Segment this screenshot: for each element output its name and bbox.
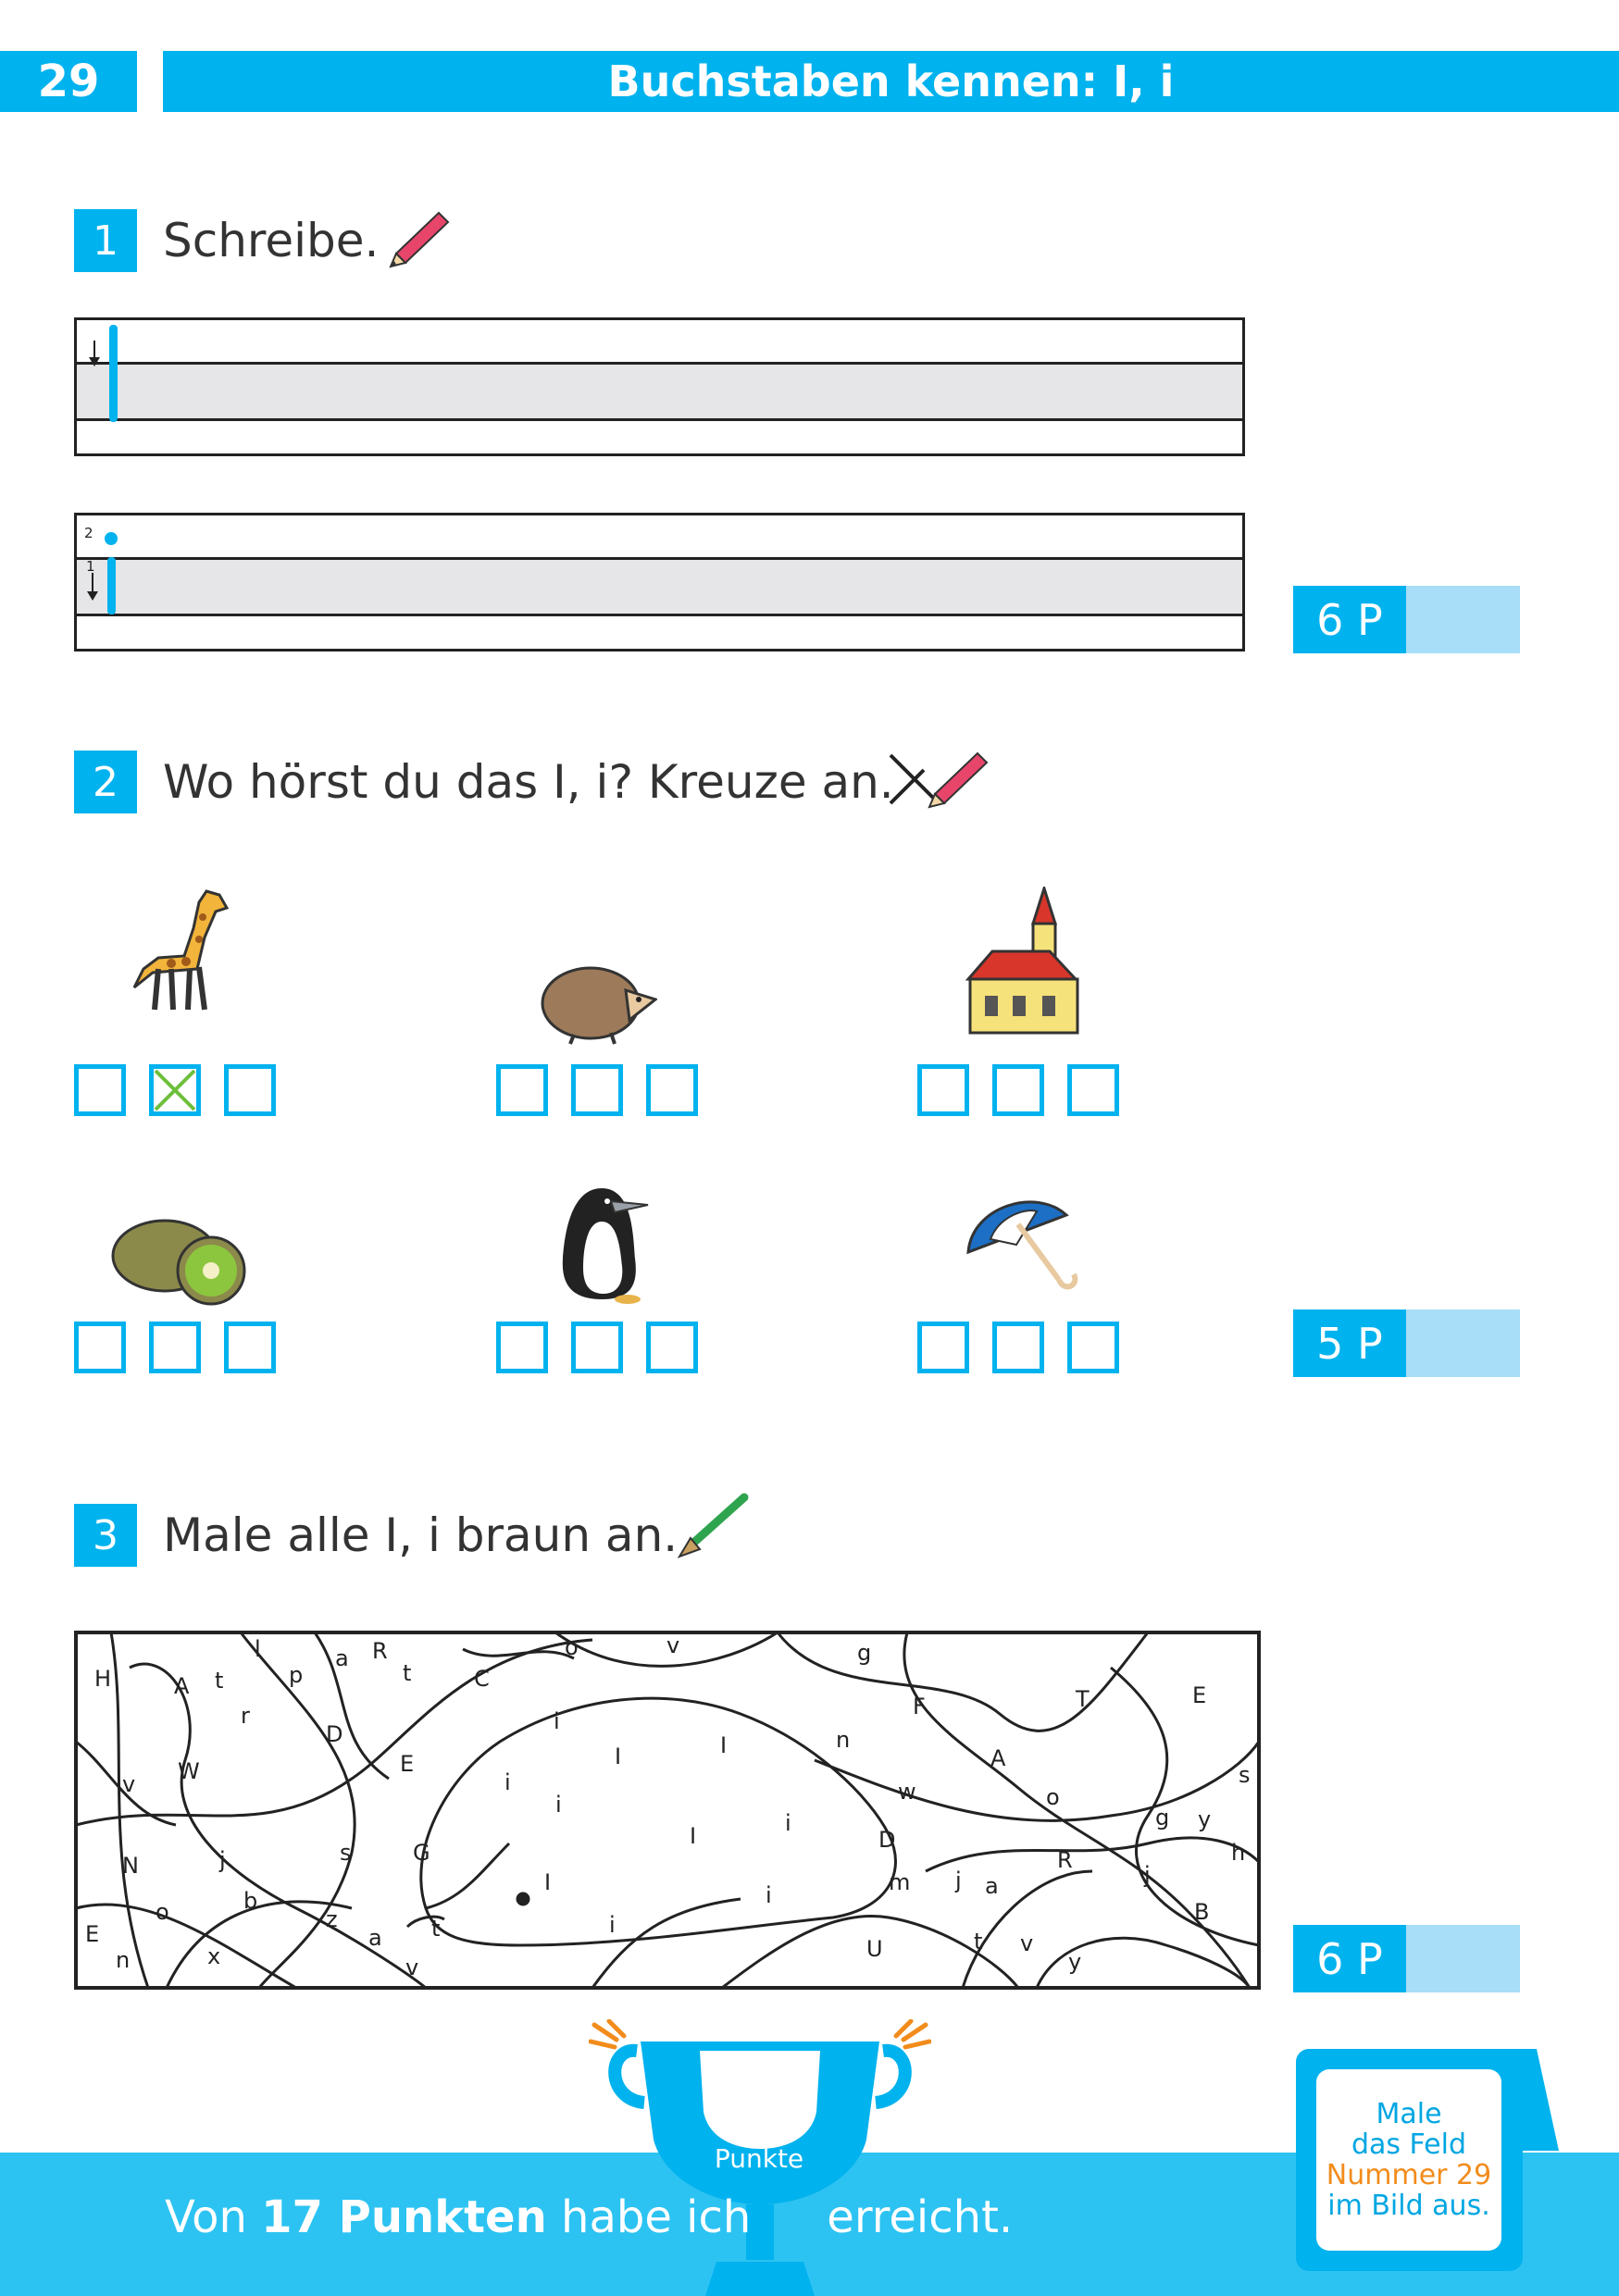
svg-text:I: I — [544, 1869, 552, 1895]
svg-text:F: F — [913, 1694, 926, 1719]
svg-text:j: j — [955, 1868, 962, 1893]
checkbox[interactable] — [1067, 1322, 1119, 1373]
umbrella-icon — [963, 1187, 1083, 1298]
svg-text:a: a — [368, 1925, 382, 1951]
checkbox[interactable] — [646, 1322, 698, 1373]
footer-sentence: Von 17 Punkten habe ich erreicht. — [165, 2191, 1014, 2243]
cross-pencil-icon — [887, 746, 998, 813]
writing-line-capital-i[interactable] — [74, 317, 1245, 456]
svg-text:j: j — [1144, 1862, 1151, 1888]
penguin-icon — [546, 1185, 657, 1305]
checkbox[interactable] — [224, 1064, 276, 1116]
task-1-instruction: Schreibe. — [163, 214, 380, 267]
page-title: Buchstaben kennen: I, i — [163, 51, 1619, 112]
checkbox-row-church — [917, 1064, 1119, 1116]
svg-text:R: R — [1057, 1847, 1073, 1873]
svg-text:s: s — [1239, 1762, 1251, 1788]
svg-text:v: v — [666, 1632, 680, 1658]
pencil-icon — [387, 205, 454, 270]
svg-text:o: o — [565, 1634, 579, 1660]
giraffe-icon — [116, 884, 245, 1013]
task-3-number: 3 — [74, 1504, 137, 1567]
svg-text:y: y — [1198, 1806, 1212, 1832]
checkbox[interactable] — [149, 1322, 201, 1373]
svg-text:a: a — [335, 1645, 349, 1671]
svg-text:H: H — [94, 1666, 112, 1692]
svg-text:I: I — [615, 1744, 622, 1769]
svg-text:g: g — [857, 1640, 872, 1666]
svg-text:n: n — [116, 1947, 131, 1973]
svg-text:N: N — [122, 1853, 139, 1879]
svg-text:h: h — [1231, 1840, 1246, 1866]
task-1-number: 1 — [74, 209, 137, 272]
svg-text:x: x — [207, 1943, 221, 1969]
svg-text:j: j — [219, 1847, 226, 1873]
svg-text:i: i — [504, 1769, 511, 1795]
checkbox[interactable] — [74, 1064, 126, 1116]
checkbox[interactable] — [496, 1064, 548, 1116]
svg-text:A: A — [174, 1673, 190, 1699]
svg-text:W: W — [178, 1758, 200, 1784]
svg-text:E: E — [1192, 1682, 1207, 1708]
svg-text:A: A — [990, 1745, 1006, 1771]
checkbox-row-umbrella — [917, 1322, 1119, 1373]
task-3-points: 6 P — [1293, 1925, 1520, 1992]
page-number: 29 — [0, 51, 137, 112]
task-1-points: 6 P — [1293, 586, 1520, 653]
svg-text:g: g — [1155, 1805, 1170, 1831]
task-2-points: 5 P — [1293, 1309, 1520, 1377]
kiwi-icon — [109, 1217, 248, 1309]
svg-text:y: y — [1068, 1949, 1082, 1975]
svg-text:U: U — [866, 1936, 883, 1962]
checkbox[interactable] — [992, 1064, 1044, 1116]
svg-text:t: t — [215, 1668, 224, 1694]
svg-text:w: w — [898, 1779, 916, 1805]
svg-text:r: r — [241, 1703, 250, 1729]
svg-text:E: E — [400, 1751, 415, 1777]
svg-text:o: o — [1046, 1784, 1060, 1810]
checkbox[interactable] — [74, 1322, 126, 1373]
svg-text:z: z — [326, 1906, 338, 1932]
svg-text:a: a — [985, 1873, 999, 1899]
svg-text:B: B — [1194, 1899, 1210, 1925]
svg-text:m: m — [889, 1869, 911, 1895]
svg-text:i: i — [785, 1810, 791, 1836]
svg-text:s: s — [340, 1840, 352, 1866]
svg-text:t: t — [431, 1916, 441, 1942]
task-2-instruction: Wo hörst du das I, i? Kreuze an. — [163, 755, 894, 809]
task-3-instruction: Male alle I, i braun an. — [163, 1508, 679, 1562]
church-icon — [965, 887, 1085, 1039]
svg-text:C: C — [474, 1666, 490, 1692]
checkbox[interactable] — [224, 1322, 276, 1373]
writing-line-small-i[interactable]: 2 1 — [74, 513, 1245, 652]
svg-text:o: o — [156, 1899, 169, 1925]
checkbox-row-hedgehog — [496, 1064, 698, 1116]
svg-text:t: t — [974, 1929, 983, 1955]
checkbox[interactable] — [646, 1064, 698, 1116]
checkbox-row-penguin — [496, 1322, 698, 1373]
checkbox[interactable] — [571, 1322, 623, 1373]
checkbox[interactable] — [917, 1322, 969, 1373]
checkbox-checked[interactable] — [149, 1064, 201, 1116]
checkbox[interactable] — [992, 1322, 1044, 1373]
svg-text:D: D — [878, 1827, 896, 1853]
paintbrush-icon — [672, 1492, 750, 1562]
trophy-label: Punkte — [714, 2143, 804, 2174]
svg-text:D: D — [326, 1721, 343, 1747]
checkbox[interactable] — [917, 1064, 969, 1116]
svg-text:i: i — [554, 1708, 560, 1734]
svg-text:i: i — [609, 1912, 616, 1938]
svg-text:I: I — [690, 1823, 697, 1849]
checkbox[interactable] — [571, 1064, 623, 1116]
svg-text:v: v — [122, 1771, 136, 1797]
svg-text:b: b — [243, 1888, 258, 1914]
coloring-picture[interactable] — [74, 1631, 1261, 1990]
checkbox-row-giraffe — [74, 1064, 276, 1116]
svg-text:l: l — [255, 1636, 261, 1662]
svg-text:T: T — [1076, 1686, 1090, 1712]
svg-text:I: I — [720, 1732, 728, 1758]
checkbox[interactable] — [1067, 1064, 1119, 1116]
svg-text:v: v — [405, 1955, 419, 1980]
svg-text:p: p — [289, 1662, 304, 1688]
svg-text:v: v — [1020, 1930, 1034, 1956]
svg-text:t: t — [403, 1660, 412, 1686]
svg-text:i: i — [766, 1882, 772, 1908]
svg-text:R: R — [372, 1638, 388, 1664]
task-2-number: 2 — [74, 751, 137, 813]
checkbox-row-kiwi — [74, 1322, 276, 1373]
checkbox[interactable] — [496, 1322, 548, 1373]
paint-instruction-text: Male das Feld Nummer 29 im Bild aus. — [1316, 2069, 1501, 2251]
svg-text:n: n — [836, 1727, 851, 1753]
hedgehog-icon — [537, 953, 657, 1046]
svg-text:G: G — [413, 1840, 430, 1866]
svg-text:E: E — [85, 1921, 100, 1947]
svg-text:i: i — [555, 1792, 562, 1818]
